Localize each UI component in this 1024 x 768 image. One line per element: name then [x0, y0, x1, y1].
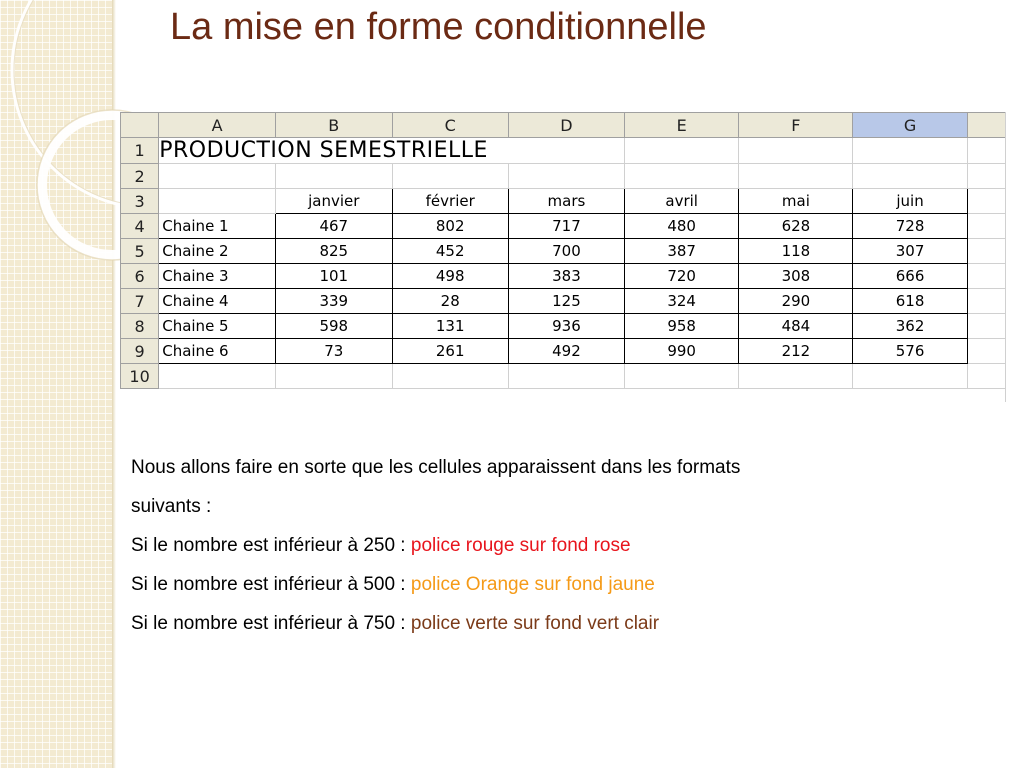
value-cell[interactable]: 802	[392, 214, 508, 239]
value-cell[interactable]: 484	[739, 314, 853, 339]
value-cell[interactable]: 498	[392, 264, 508, 289]
rule-2-format: police Orange sur fond jaune	[410, 574, 655, 595]
row-header-2[interactable]: 2	[121, 164, 159, 189]
sheet-title-cell[interactable]: PRODUCTION SEMESTRIELLE	[159, 138, 625, 164]
table-cell[interactable]	[739, 164, 853, 189]
row-label-cell[interactable]: Chaine 1	[159, 214, 276, 239]
table-cell[interactable]	[967, 138, 1005, 164]
table-cell[interactable]	[967, 289, 1005, 314]
page-title: La mise en forme conditionnelle	[170, 6, 707, 48]
table-cell[interactable]	[625, 164, 739, 189]
table-cell[interactable]	[967, 214, 1005, 239]
rule-3	[131, 604, 991, 643]
value-cell[interactable]: 261	[392, 339, 508, 364]
table-cell[interactable]	[625, 364, 739, 389]
value-cell[interactable]: 666	[853, 264, 967, 289]
table-cell[interactable]	[739, 364, 853, 389]
value-cell[interactable]: 720	[625, 264, 739, 289]
month-header-cell[interactable]: février	[392, 189, 508, 214]
table-cell[interactable]	[853, 138, 967, 164]
column-header-c[interactable]: C	[392, 113, 508, 138]
sheet-row	[121, 339, 1006, 364]
sheet-row	[121, 138, 1006, 164]
value-cell[interactable]: 700	[508, 239, 624, 264]
value-cell[interactable]: 958	[625, 314, 739, 339]
value-cell[interactable]: 73	[276, 339, 392, 364]
column-header-d[interactable]: D	[508, 113, 624, 138]
row-header-6[interactable]: 6	[121, 264, 159, 289]
rule-2-prefix: Si le nombre est inférieur à 500 :	[131, 574, 411, 595]
row-label-cell[interactable]: Chaine 6	[159, 339, 276, 364]
value-cell[interactable]: 387	[625, 239, 739, 264]
table-cell[interactable]	[853, 364, 967, 389]
table-cell[interactable]	[276, 364, 392, 389]
row-header-4[interactable]: 4	[121, 214, 159, 239]
table-cell[interactable]	[967, 189, 1005, 214]
sheet-row	[121, 314, 1006, 339]
spreadsheet	[120, 112, 1006, 402]
rule-2	[131, 565, 991, 604]
table-cell[interactable]	[508, 364, 624, 389]
sheet-row	[121, 289, 1006, 314]
month-header-cell[interactable]: avril	[625, 189, 739, 214]
table-cell[interactable]	[967, 264, 1005, 289]
table-cell[interactable]	[159, 164, 276, 189]
value-cell[interactable]: 728	[853, 214, 967, 239]
column-header-e[interactable]: E	[625, 113, 739, 138]
rule-3-prefix: Si le nombre est inférieur à 750 :	[131, 613, 411, 634]
value-cell[interactable]: 28	[392, 289, 508, 314]
row-header-7[interactable]: 7	[121, 289, 159, 314]
sheet-row	[121, 364, 1006, 389]
value-cell[interactable]: 131	[392, 314, 508, 339]
value-cell[interactable]: 618	[853, 289, 967, 314]
column-header-a[interactable]: A	[159, 113, 276, 138]
sheet-row	[121, 164, 1006, 189]
sheet-row	[121, 264, 1006, 289]
column-header-f[interactable]: F	[739, 113, 853, 138]
month-header-cell[interactable]: juin	[853, 189, 967, 214]
value-cell[interactable]: 628	[739, 214, 853, 239]
value-cell[interactable]: 467	[276, 214, 392, 239]
table-cell[interactable]	[625, 138, 739, 164]
value-cell[interactable]: 576	[853, 339, 967, 364]
table-cell[interactable]	[967, 339, 1005, 364]
sheet-row	[121, 214, 1006, 239]
month-header-cell[interactable]: janvier	[276, 189, 392, 214]
row-header-10[interactable]: 10	[121, 364, 159, 389]
value-cell[interactable]: 362	[853, 314, 967, 339]
value-cell[interactable]: 598	[276, 314, 392, 339]
value-cell[interactable]: 825	[276, 239, 392, 264]
rule-1-format: police rouge sur fond rose	[410, 535, 631, 556]
table-cell[interactable]	[967, 364, 1005, 389]
value-cell[interactable]: 936	[508, 314, 624, 339]
select-all-corner[interactable]	[121, 113, 159, 138]
intro-line-2: suivants :	[131, 496, 212, 517]
table-cell[interactable]	[508, 164, 624, 189]
value-cell[interactable]: 339	[276, 289, 392, 314]
sheet-right-border	[1005, 112, 1006, 402]
table-cell[interactable]	[967, 314, 1005, 339]
value-cell[interactable]: 290	[739, 289, 853, 314]
column-header-g[interactable]: G	[853, 113, 967, 138]
column-header-row	[121, 113, 1006, 138]
value-cell[interactable]: 717	[508, 214, 624, 239]
table-cell[interactable]	[159, 364, 276, 389]
value-cell[interactable]: 990	[625, 339, 739, 364]
table-cell[interactable]	[276, 164, 392, 189]
row-header-8[interactable]: 8	[121, 314, 159, 339]
value-cell[interactable]: 101	[276, 264, 392, 289]
value-cell[interactable]: 383	[508, 264, 624, 289]
month-header-cell[interactable]: mai	[739, 189, 853, 214]
value-cell[interactable]: 118	[739, 239, 853, 264]
table-cell[interactable]	[159, 189, 276, 214]
rule-1	[131, 526, 991, 565]
value-cell[interactable]: 212	[739, 339, 853, 364]
row-label-cell[interactable]: Chaine 5	[159, 314, 276, 339]
table-cell[interactable]	[392, 164, 508, 189]
spreadsheet-grid	[120, 112, 1006, 389]
sheet-row	[121, 189, 1006, 214]
row-label-cell[interactable]: Chaine 4	[159, 289, 276, 314]
rule-3-format: police verte sur fond vert clair	[410, 613, 660, 634]
table-cell[interactable]	[739, 138, 853, 164]
row-label-cell[interactable]: Chaine 3	[159, 264, 276, 289]
row-header-5[interactable]: 5	[121, 239, 159, 264]
instructions	[131, 448, 991, 643]
value-cell[interactable]: 125	[508, 289, 624, 314]
sheet-row	[121, 239, 1006, 264]
value-cell[interactable]: 480	[625, 214, 739, 239]
row-header-9[interactable]: 9	[121, 339, 159, 364]
value-cell[interactable]: 492	[508, 339, 624, 364]
value-cell[interactable]: 307	[853, 239, 967, 264]
column-header-b[interactable]: B	[276, 113, 392, 138]
rule-1-prefix: Si le nombre est inférieur à 250 :	[131, 535, 411, 556]
column-header-h[interactable]	[967, 113, 1005, 138]
value-cell[interactable]: 324	[625, 289, 739, 314]
row-header-3[interactable]: 3	[121, 189, 159, 214]
value-cell[interactable]: 452	[392, 239, 508, 264]
table-cell[interactable]	[392, 364, 508, 389]
row-header-1[interactable]: 1	[121, 138, 159, 164]
table-cell[interactable]	[967, 164, 1005, 189]
month-header-cell[interactable]: mars	[508, 189, 624, 214]
table-cell[interactable]	[853, 164, 967, 189]
row-label-cell[interactable]: Chaine 2	[159, 239, 276, 264]
value-cell[interactable]: 308	[739, 264, 853, 289]
intro-line-1: Nous allons faire en sorte que les cellules apparaissent dans les formats	[131, 457, 741, 478]
table-cell[interactable]	[967, 239, 1005, 264]
